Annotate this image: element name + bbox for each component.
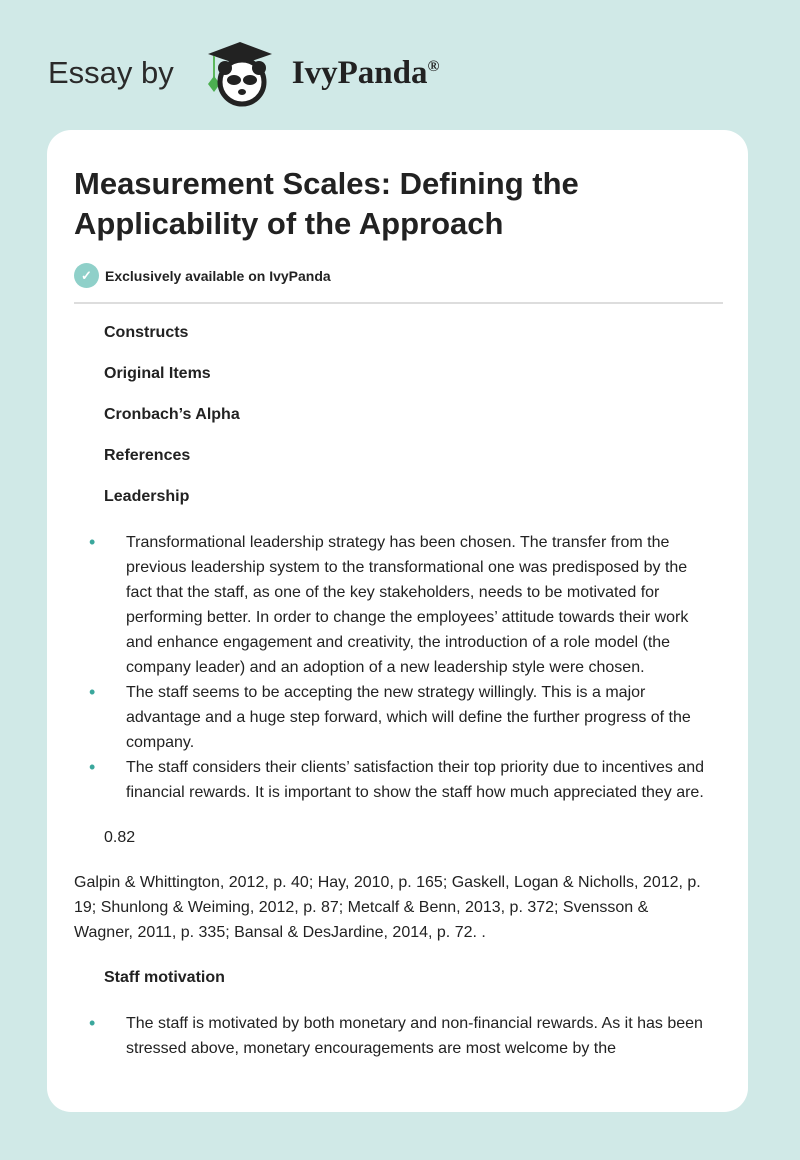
essay-by-label: Essay by — [48, 55, 174, 90]
check-icon: ✓ — [74, 263, 99, 288]
list-item: • The staff considers their clients’ satisfaction their top priority due to incentives and financial rewards. It is important to show the staff how much appreciated they are. — [126, 755, 708, 805]
page-title: Measurement Scales: Defining the Applicability of the Approach — [74, 166, 579, 241]
list-item: • The staff is motivated by both monetary and non-financial rewards. As it has been stressed above, monetary encouragements are most welcome by the — [126, 1011, 708, 1061]
leadership-list — [47, 530, 748, 805]
heading-references: References — [104, 447, 191, 464]
essay-body — [47, 320, 748, 1061]
list-item: • The staff seems to be accepting the new strategy willingly. This is a major advantage and a huge step forward, which will define the further progress of the company. — [126, 680, 708, 755]
essay-card — [47, 130, 748, 1112]
heading-constructs: Constructs — [104, 324, 189, 341]
list-item: • Transformational leadership strategy has been chosen. The transfer from the previous leadership system to the transformational one was predisposed by the fact that the staff, as one of the key stakeholders, needs to be motivated for performing better. In order to change the employees’ attitude towards their work and enhance engagement and creativity, the introduction of a role model (the company leader) and an adoption of a new leadership style were chosen. — [126, 530, 708, 680]
divider — [74, 302, 723, 304]
exclusive-label: Exclusively available on IvyPanda — [105, 267, 331, 284]
staff-list — [47, 1011, 748, 1061]
heading-staff-motivation: Staff motivation — [104, 969, 225, 986]
ivypanda-logo-icon[interactable] — [194, 38, 286, 108]
alpha-value: 0.82 — [104, 829, 136, 846]
heading-leadership: Leadership — [104, 488, 190, 505]
site-header — [48, 38, 439, 108]
heading-original-items: Original Items — [104, 365, 211, 382]
brand-name: IvyPanda® — [291, 54, 440, 91]
heading-cronbach-alpha: Cronbach’s Alpha — [104, 406, 240, 423]
references-text: Galpin & Whittington, 2012, p. 40; Hay, 2010, p. 165; Gaskell, Logan & Nicholls, 2012, p. 19; Shunlong & Weiming, 2012, p. 87; Metcalf & Benn, 2013, p. 372; Svensson & Wagner, 2011, p. 335; Bansal & DesJardine, 2014, p. 72. . — [74, 874, 701, 941]
exclusive-badge — [74, 263, 331, 288]
